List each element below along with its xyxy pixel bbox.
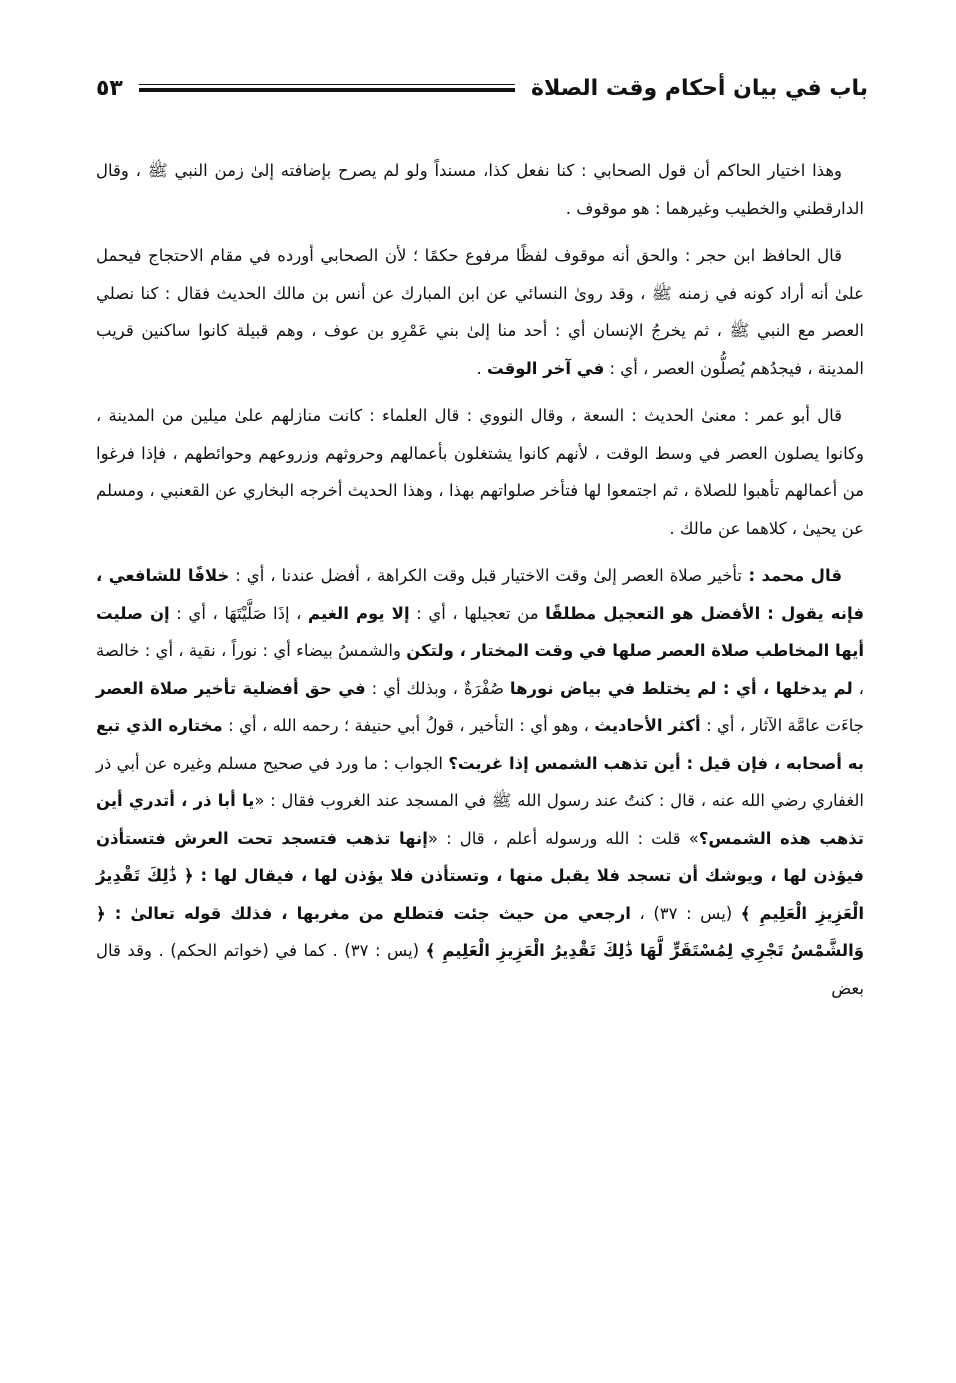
text-segment: والشمسُ بيضاء أي : نوراً ، نقية ، أي : خالصة ، bbox=[96, 641, 864, 698]
text-segment: صُفْرَةٌ ، وبذلك أي : bbox=[365, 678, 510, 698]
page-number: ٥٣ bbox=[96, 75, 123, 101]
emphasized-text: إنها تذهب فتسجد تحت العرش فتستأذن فيؤذن لها ، ويوشك أن تسجد فلا يقبل منها ، وتستأذن فلا يؤذن لها ، فيقال لها : ﴿ ذَٰلِكَ تَقْدِيرُ الْعَزِيزِ الْعَلِيمِ ﴾ bbox=[96, 828, 864, 923]
text-segment: (يس : ٣٧) . كما في (خواتم الحكم) . وقد قال بعض bbox=[96, 941, 864, 998]
body-text bbox=[96, 152, 864, 1017]
text-segment: » قلت : الله ورسوله أعلم ، قال : « bbox=[427, 828, 699, 848]
header-rule-thin-line bbox=[139, 84, 515, 86]
emphasized-text: خلافًا للشافعي ، فإنه يقول : الأفضل هو التعجيل مطلقًا bbox=[96, 566, 864, 623]
header-rule-thick-line bbox=[139, 88, 515, 92]
text-segment: قال أبو عمر : معنىٰ الحديث : السعة ، وقال النووي : قال العلماء : كانت منازلهم علىٰ ميلين من المدينة ، وكانوا يصلون العصر في وسط الوقت ، لأنهم كانوا يشتغلون بأعمالهم وحروثهم وزروعهم وحوائطهم ، فإذا فرغوا من أعمالهم تأهبوا للصلاة ، ثم اجتمعوا لها فتأخر صلواتهم بهذا ، وهذا الحديث أخرجه البخاري عن القعنبي ، ومسلم عن يحيىٰ ، كلاهما عن مالك . bbox=[96, 406, 864, 538]
running-header bbox=[96, 66, 868, 110]
emphasized-text: ارجعي من حيث جئت فتطلع من مغربها ، فذلك قوله تعالىٰ : ﴿ وَالشَّمْسُ تَجْرِي لِمُسْتَقَرٍّ لَّهَا ذَٰلِكَ تَقْدِيرُ الْعَزِيزِ الْعَلِيمِ ﴾ bbox=[96, 903, 865, 960]
emphasized-text: في حق أفضلية تأخير صلاة العصر bbox=[96, 678, 366, 698]
emphasized-text: قال محمد : bbox=[742, 566, 842, 585]
text-segment: من تعجيلها ، أي : bbox=[409, 603, 546, 623]
paragraph bbox=[96, 152, 864, 227]
text-segment: وهذا اختيار الحاكم أن قول الصحابي : كنا نفعل كذا، مسنداً ولو لم يصرح بإضافته إلىٰ زمن النبي ﷺ ، وقال الدارقطني والخطيب وغيرهما : هو موقوف . bbox=[96, 161, 864, 218]
text-segment: جاءَت عامَّة الآثار ، أي : bbox=[700, 716, 864, 735]
text-segment: الجواب : ما ورد في صحيح مسلم وغيره عن أبي ذر الغفاري رضي الله عنه ، قال : كنتُ عند رسول الله ﷺ في المسجد عند الغروب فقال : « bbox=[96, 753, 864, 810]
paragraph bbox=[96, 237, 864, 387]
text-segment: . bbox=[476, 358, 487, 378]
emphasized-text: يا أبا ذر ، أتدري أين تذهب هذه الشمس؟ bbox=[96, 791, 865, 848]
emphasized-text: مختاره الذي تبع به أصحابه ، فإن قيل : أين تذهب الشمس إذا غربت؟ bbox=[96, 716, 864, 773]
text-segment: تأخير صلاة العصر إلىٰ وقت الاختيار قبل وقت الكراهة ، أفضل عندنا ، أي : bbox=[229, 566, 743, 585]
text-segment: ، وهو أي : التأخير ، قولُ أبي حنيفة ؛ رحمه الله ، أي : bbox=[222, 716, 595, 735]
emphasized-text: لم يدخلها ، أي : لم يختلط في بياض نورها bbox=[509, 678, 853, 698]
text-segment: (يس : ٣٧) ، bbox=[630, 903, 741, 923]
text-segment: ، إذَا صَلَّيْتَهَا ، أي : bbox=[169, 603, 309, 623]
emphasized-text: أكثر الأحاديث bbox=[594, 716, 701, 735]
text-segment: قال الحافظ ابن حجر : والحق أنه موقوف لفظًا مرفوع حكمًا ؛ لأن الصحابي أورده في مقام الاحتجاج فيحمل علىٰ أنه أراد كونه في زمنه ﷺ ، وقد روىٰ النسائي عن ابن المبارك عن أنس بن مالك الحديث فقال : كنا نصلي العصر مع النبي ﷺ ، ثم يخرجُ الإنسان أي : أحد منا إلىٰ بني عَمْرِو بن عوف ، وهم قبيلة كانوا ساكنين قريب المدينة ، فيجدُهم يُصلُّون العصر ، أي : bbox=[96, 246, 864, 378]
emphasized-text: في آخر الوقت bbox=[486, 358, 605, 378]
chapter-title: باب في بيان أحكام وقت الصلاة bbox=[531, 75, 868, 101]
emphasized-text: إلا يوم الغيم bbox=[308, 603, 410, 623]
emphasized-text: إن صليت أيها المخاطب صلاة العصر صلها في وقت المختار ، ولتكن bbox=[96, 603, 864, 660]
header-rule bbox=[139, 84, 515, 93]
paragraph bbox=[96, 557, 864, 1007]
paragraph bbox=[96, 397, 864, 547]
